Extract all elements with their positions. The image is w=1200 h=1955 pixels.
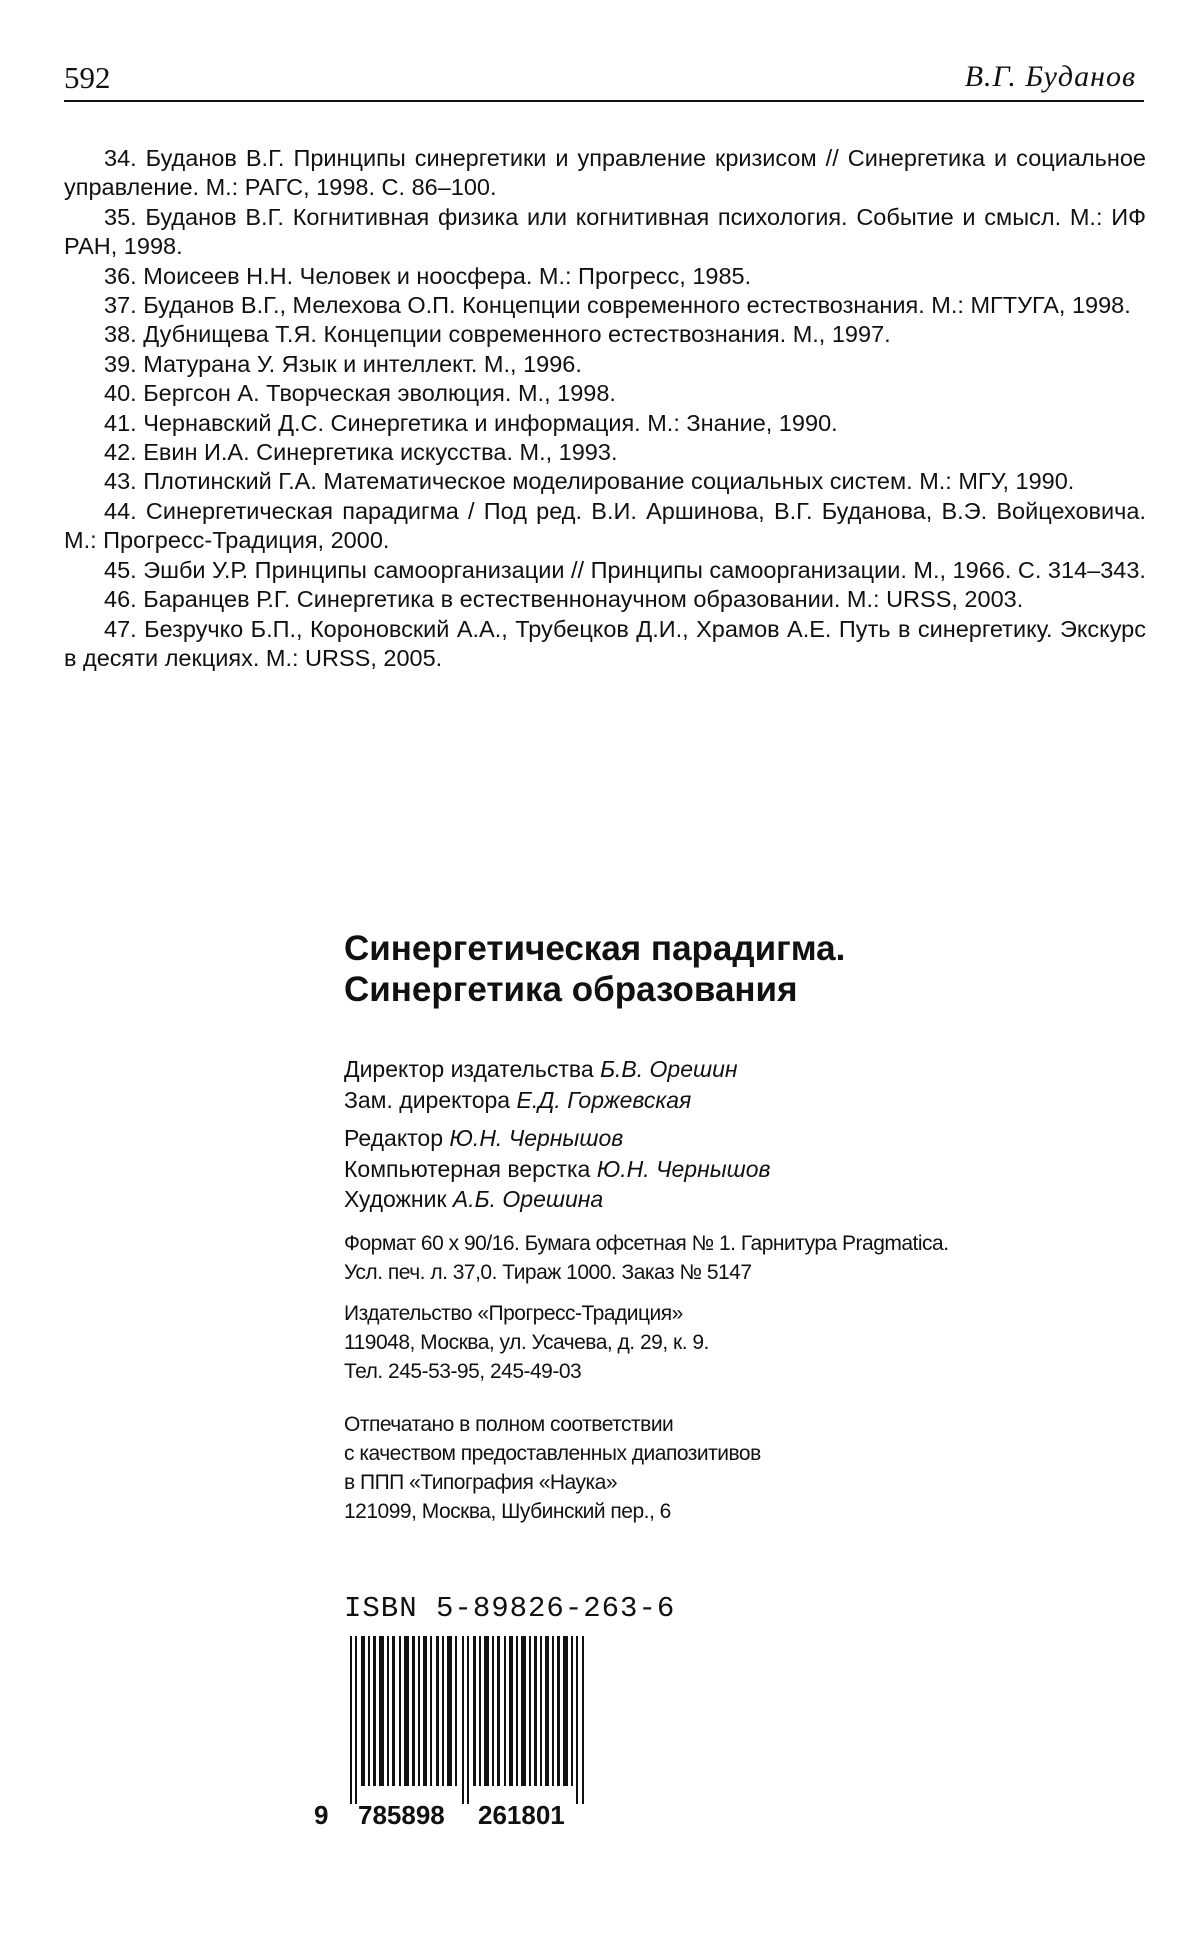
credit-line (344, 1184, 1154, 1215)
credit-line (344, 1154, 1154, 1185)
credit-role: Компьютерная верстка (344, 1155, 591, 1182)
isbn-number: ISBN 5-89826-263-6 (344, 1592, 676, 1625)
credits (344, 1054, 1154, 1215)
reference-item: 38. Дубнищева Т.Я. Концепции современного естествознания. М., 1997. (104, 321, 891, 348)
imprint-block (344, 928, 1154, 1526)
reference-item: 37. Буданов В.Г., Мелехова О.П. Концепции современного естествознания. М.: МГТУГА, 1998. (104, 292, 1131, 319)
credit-person: Ю.Н. Чернышов (449, 1125, 624, 1151)
credit-role: Художник (344, 1186, 447, 1212)
publisher-phone: Тел. 245-53-95, 245-49-03 (344, 1359, 582, 1383)
barcode-lead-digit: 9 (314, 1800, 329, 1830)
page-header (64, 56, 1144, 102)
printed-note-line: с качеством предоставленных диапозитивов (344, 1441, 761, 1465)
spacer (344, 1386, 1154, 1410)
printed-note-line: 121099, Москва, Шубинский пер., 6 (344, 1499, 671, 1523)
reference-item: 39. Матурана У. Язык и интеллект. М., 1996. (104, 350, 582, 377)
reference-item: 35. Буданов В.Г. Когнитивная физика или когнитивная психология. Событие и смысл. М.: ИФ РАН, 1998. (64, 203, 1146, 260)
print-run-line: Усл. печ. л. 37,0. Тираж 1000. Заказ № 5147 (344, 1260, 752, 1284)
credit-line (344, 1123, 1154, 1154)
barcode-left-digits: 785898 (358, 1800, 445, 1830)
reference-item: 43. Плотинский Г.А. Математическое моделирование социальных систем. М.: МГУ, 1990. (104, 468, 1075, 495)
barcode-icon (350, 1636, 588, 1804)
reference-item: 40. Бергсон А. Творческая эволюция. М., 1998. (104, 380, 616, 407)
reference-item: 36. Моисеев Н.Н. Человек и ноосфера. М.: Прогресс, 1985. (104, 262, 752, 289)
credit-role: Директор издательства (344, 1056, 594, 1082)
reference-list (64, 144, 1146, 673)
spacer (344, 1115, 1154, 1123)
reference-item: 45. Эшби У.Р. Принципы самоорганизации // Принципы самоорганизации. М., 1966. С. 314–343. (104, 556, 1146, 583)
credit-person: А.Б. Орешина (452, 1186, 604, 1212)
reference-item: 34. Буданов В.Г. Принципы синергетики и управление кризисом // Синергетика и социальное управление. М.: РАГС, 1998. С. 86–100. (64, 145, 1146, 201)
credit-person: Е.Д. Горжевская (516, 1086, 692, 1113)
header-rule (64, 100, 1144, 102)
credit-role: Зам. директора (344, 1086, 511, 1113)
publication-info (344, 1229, 1154, 1526)
running-head: В.Г. Буданов (964, 60, 1136, 93)
spacer (344, 1287, 1154, 1299)
page-number: 592 (64, 60, 111, 95)
publisher-address: 119048, Москва, ул. Усачева, д. 29, к. 9. (344, 1330, 709, 1354)
book-title (344, 928, 1154, 1010)
credit-line (344, 1054, 1154, 1085)
barcode-digits (314, 1800, 565, 1955)
barcode-right-digits: 261801 (478, 1800, 565, 1830)
credit-person: Ю.Н. Чернышов (596, 1155, 771, 1182)
format-line: Формат 60 x 90/16. Бумага офсетная № 1. Гарнитура Pragmatica. (344, 1231, 949, 1255)
credit-person: Б.В. Орешин (600, 1056, 738, 1082)
book-title-line: Синергетическая парадигма. (344, 929, 846, 968)
publisher-name: Издательство «Прогресс-Традиция» (344, 1301, 683, 1325)
credit-line (344, 1085, 1154, 1116)
reference-item: 47. Безручко Б.П., Короновский А.А., Трубецков Д.И., Храмов А.Е. Путь в синергетику. Экскурс в десяти лекциях. М.: URSS, 2005. (64, 615, 1146, 671)
reference-item: 46. Баранцев Р.Г. Синергетика в естественнонаучном образовании. М.: URSS, 2003. (104, 586, 1024, 613)
reference-item: 44. Синергетическая парадигма / Под ред. В.И. Аршинова, В.Г. Буданова, В.Э. Войцеховича. М.: Прогресс-Традиция, 2000. (64, 497, 1146, 554)
reference-item: 41. Чернавский Д.С. Синергетика и информация. М.: Знание, 1990. (104, 409, 838, 436)
credit-role: Редактор (344, 1125, 444, 1151)
printed-note-line: Отпечатано в полном соответствии (344, 1412, 674, 1436)
reference-item: 42. Евин И.А. Синергетика искусства. М., 1993. (104, 439, 618, 466)
book-title-line: Синергетика образования (344, 970, 798, 1009)
printed-note-line: в ППП «Типография «Наука» (344, 1470, 617, 1494)
